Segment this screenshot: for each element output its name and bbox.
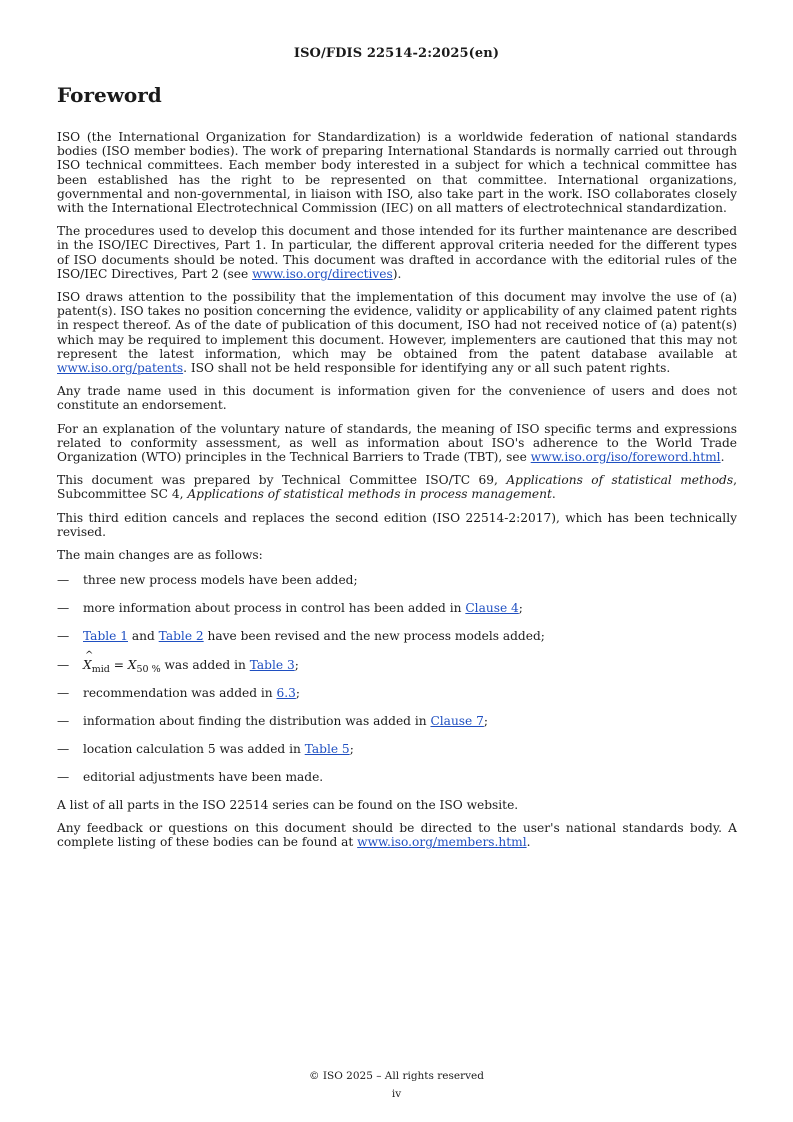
paragraph-text: . (526, 835, 531, 850)
foreword-body (57, 130, 737, 859)
paragraph-text: . ISO shall not be held responsible for identifying any or all such patent rights. (183, 361, 671, 376)
math-variable: X (127, 657, 137, 672)
clause-7-link[interactable]: Clause 7 (430, 713, 484, 728)
list-item-text: more information about process in control has been added in (83, 601, 466, 616)
list-item (57, 601, 737, 615)
table-1-link[interactable]: Table 1 (83, 629, 128, 644)
paragraph-text: ). (392, 266, 402, 281)
committee-title: Applications of statistical methods (506, 473, 734, 488)
paragraph-text: The procedures used to develop this document and those intended for its further maintenance are described in the ISO/IEC Directives, Part 1. In particular, the different approval criteria needed for the different types of ISO documents should be noted. This document was drafted in accordance with the editorial rules of the ISO/IEC Directives, Part 2 (see (57, 224, 737, 281)
members-link[interactable]: www.iso.org/members.html (357, 835, 527, 850)
paragraph-text: ISO draws attention to the possibility that the implementation of this document may involve the use of (a) patent(s). ISO takes no position concerning the evidence, validity or applicability of any claimed patent rights in respect thereof. As of the date of publication of this document, ISO had not received notice of (a) patent(s) which may be required to implement this document. However, implementers are cautioned that this may not represent the latest information, which may be obtained from the patent database available at (57, 290, 737, 361)
table-2-link[interactable]: Table 2 (158, 629, 204, 644)
list-item-text: ; (349, 741, 354, 756)
paragraph-text: , Subcommittee SC 4, (57, 473, 737, 502)
list-item-text: three new process models have been added; (83, 573, 358, 588)
dash-bullet: — (57, 741, 70, 756)
paragraph-text: . (551, 487, 556, 502)
section-6-3-link[interactable]: 6.3 (276, 685, 296, 700)
paragraph-text: For an explanation of the voluntary nature of standards, the meaning of ISO specific terms and expressions related to conformity assessment, as well as information about ISO's adherence to the World Trade Organization (WTO) principles in the Technical Barriers to Trade (TBT), see (57, 421, 737, 465)
list-item-text: location calculation 5 was added in (83, 741, 305, 756)
copyright-notice: © ISO 2025 – All rights reserved (309, 1070, 484, 1082)
paragraph-feedback (57, 821, 737, 849)
table-5-link[interactable]: Table 5 (304, 741, 350, 756)
math-variable: X (83, 657, 92, 672)
list-item (57, 573, 737, 587)
dash-bullet: — (57, 629, 70, 644)
dash-bullet: — (57, 573, 70, 588)
paragraph-committee (57, 473, 737, 501)
math-subscript: mid (91, 663, 110, 675)
page-number: iv (391, 1088, 402, 1100)
list-item-text: ; (294, 657, 299, 672)
page-footer (0, 1067, 793, 1103)
math-operator: = (109, 657, 128, 672)
list-item (57, 770, 737, 784)
table-3-link[interactable]: Table 3 (249, 657, 295, 672)
list-item (57, 742, 737, 756)
hat-accent: ^ (85, 649, 94, 661)
dash-bullet: — (57, 601, 70, 616)
dash-bullet: — (57, 769, 70, 784)
list-item-text: ; (518, 601, 523, 616)
dash-bullet: — (57, 713, 70, 728)
paragraph-text: This document was prepared by Technical Committee ISO/TC 69, (57, 473, 507, 488)
paragraph-text: . (720, 450, 725, 465)
dash-bullet: — (57, 657, 70, 672)
document-id-header: ISO/FDIS 22514-2:2025(en) (293, 46, 500, 61)
changes-list (57, 573, 737, 784)
dash-bullet: — (57, 685, 70, 700)
list-item-text: recommendation was added in (83, 685, 277, 700)
paragraph-trade-name: Any trade name used in this document is information given for the convenience of users and does not constitute an endorsement. (57, 384, 737, 413)
list-item-text: editorial adjustments have been made. (83, 769, 324, 784)
directives-link[interactable]: www.iso.org/directives (252, 266, 393, 281)
list-item (57, 629, 737, 643)
list-item-text: was added in (160, 657, 250, 672)
list-item-text: ; (295, 685, 301, 700)
list-item-text: ; (483, 713, 488, 728)
paragraph-changes-intro: The main changes are as follows: (57, 548, 263, 563)
paragraph-edition: This third edition cancels and replaces the second edition (ISO 22514-2:2017), which has been technically revised. (57, 510, 737, 539)
x-hat-symbol (83, 649, 94, 672)
paragraph-text: Any feedback or questions on this document should be directed to the user's national standards body. A complete listing of these bodies can be found at (57, 821, 737, 850)
list-item (57, 686, 737, 700)
paragraph-voluntary-nature (57, 422, 737, 465)
page-title: Foreword (57, 83, 162, 107)
clause-4-link[interactable]: Clause 4 (465, 601, 519, 616)
list-item (57, 649, 737, 675)
subcommittee-title: Applications of statistical methods in process management (187, 487, 552, 502)
patents-link[interactable]: www.iso.org/patents (57, 361, 184, 376)
list-item-text: information about finding the distribution was added in (83, 713, 431, 728)
paragraph-patents (57, 290, 737, 375)
foreword-info-link[interactable]: www.iso.org/iso/foreword.html (530, 450, 721, 465)
list-item (57, 714, 737, 728)
list-item-text: and (128, 629, 159, 644)
math-subscript: 50 % (136, 663, 161, 675)
paragraph-series-list: A list of all parts in the ISO 22514 series can be found on the ISO website. (57, 798, 519, 813)
paragraph-iso-overview: ISO (the International Organization for Standardization) is a worldwide federation of national standards bodies (ISO member bodies). The work of preparing International Standards is normally carried out through ISO technical committees. Each member body interested in a subject for which a technical committee has been established has the right to be represented on that committee. International organizations, governmental and non-governmental, in liaison with ISO, also take part in the work. ISO collaborates closely with the International Electrotechnical Commission (IEC) on all matters of electrotechnical standardization. (57, 130, 737, 216)
list-item-text: have been revised and the new process models added; (203, 629, 545, 644)
paragraph-procedures (57, 224, 737, 281)
